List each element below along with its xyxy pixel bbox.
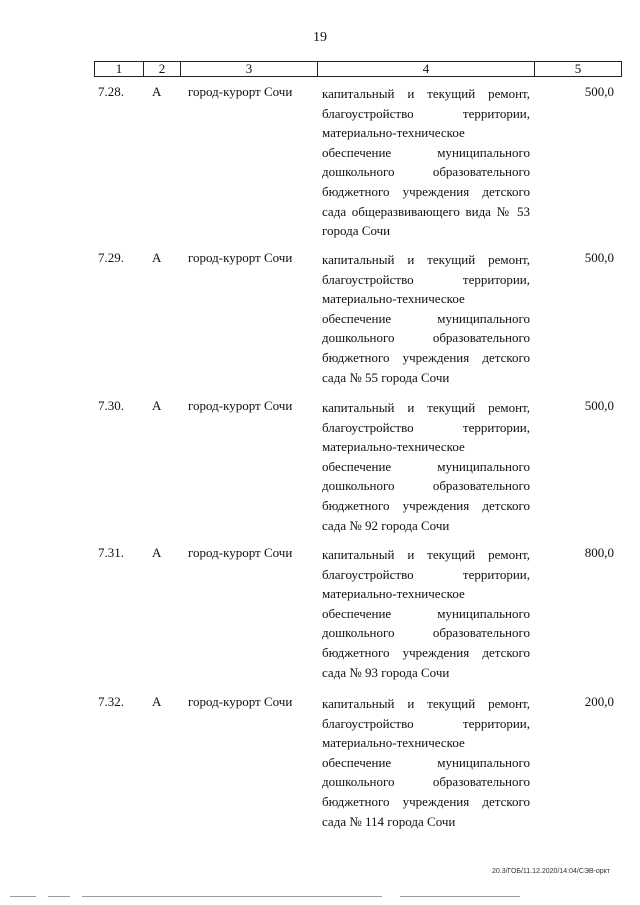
row-category: А — [152, 250, 162, 265]
row-category: А — [152, 545, 162, 560]
row-place: город-курорт Сочи — [188, 84, 293, 99]
row-category: А — [152, 398, 162, 413]
scan-edge-mark — [400, 896, 520, 897]
row-description: капитальный и текущий ремонт, благоустройство территории, материально-техническое обеспечение муниципального дошкольного образовательного бюджетного учреждения детского сада № 55 города Сочи — [322, 252, 530, 385]
row-number: 7.32. — [98, 694, 124, 709]
column-header-row — [95, 62, 622, 77]
row-category: А — [152, 694, 162, 709]
row-amount: 500,0 — [584, 398, 614, 413]
row-amount: 800,0 — [584, 545, 614, 560]
document-code: 20.3/ГОБ/11.12.2020/14:04/СЭВ-оркт — [491, 868, 610, 875]
column-header: 2 — [144, 62, 181, 77]
scan-edge-mark — [82, 896, 382, 897]
row-description: капитальный и текущий ремонт, благоустройство территории, материально-техническое обеспечение муниципального дошкольного образовательного бюджетного учреждения детского сада общеразвивающего вида № 53 города Сочи — [322, 86, 530, 239]
column-header: 5 — [535, 62, 622, 77]
column-header: 4 — [318, 62, 535, 77]
scan-edge-mark — [48, 896, 70, 897]
scan-edge-mark — [10, 896, 36, 897]
row-number: 7.29. — [98, 250, 124, 265]
row-amount: 200,0 — [584, 694, 614, 709]
column-header: 3 — [181, 62, 318, 77]
row-amount: 500,0 — [584, 250, 614, 265]
row-place: город-курорт Сочи — [188, 250, 293, 265]
row-number: 7.30. — [98, 398, 124, 413]
row-description: капитальный и текущий ремонт, благоустройство территории, материально-техническое обеспечение муниципального дошкольного образовательного бюджетного учреждения детского сада № 93 города Сочи — [322, 547, 530, 680]
row-place: город-курорт Сочи — [188, 398, 293, 413]
page-number: 19 — [313, 30, 327, 45]
row-description: капитальный и текущий ремонт, благоустройство территории, материально-техническое обеспечение муниципального дошкольного образовательного бюджетного учреждения детского сада № 92 города Сочи — [322, 400, 530, 533]
row-place: город-курорт Сочи — [188, 694, 293, 709]
row-number: 7.31. — [98, 545, 124, 560]
row-place: город-курорт Сочи — [188, 545, 293, 560]
column-header-table — [94, 61, 622, 77]
row-amount: 500,0 — [584, 84, 614, 99]
row-number: 7.28. — [98, 84, 124, 99]
column-header: 1 — [95, 62, 144, 77]
row-category: А — [152, 84, 162, 99]
row-description: капитальный и текущий ремонт, благоустройство территории, материально-техническое обеспечение муниципального дошкольного образовательного бюджетного учреждения детского сада № 114 города Сочи — [322, 696, 530, 829]
